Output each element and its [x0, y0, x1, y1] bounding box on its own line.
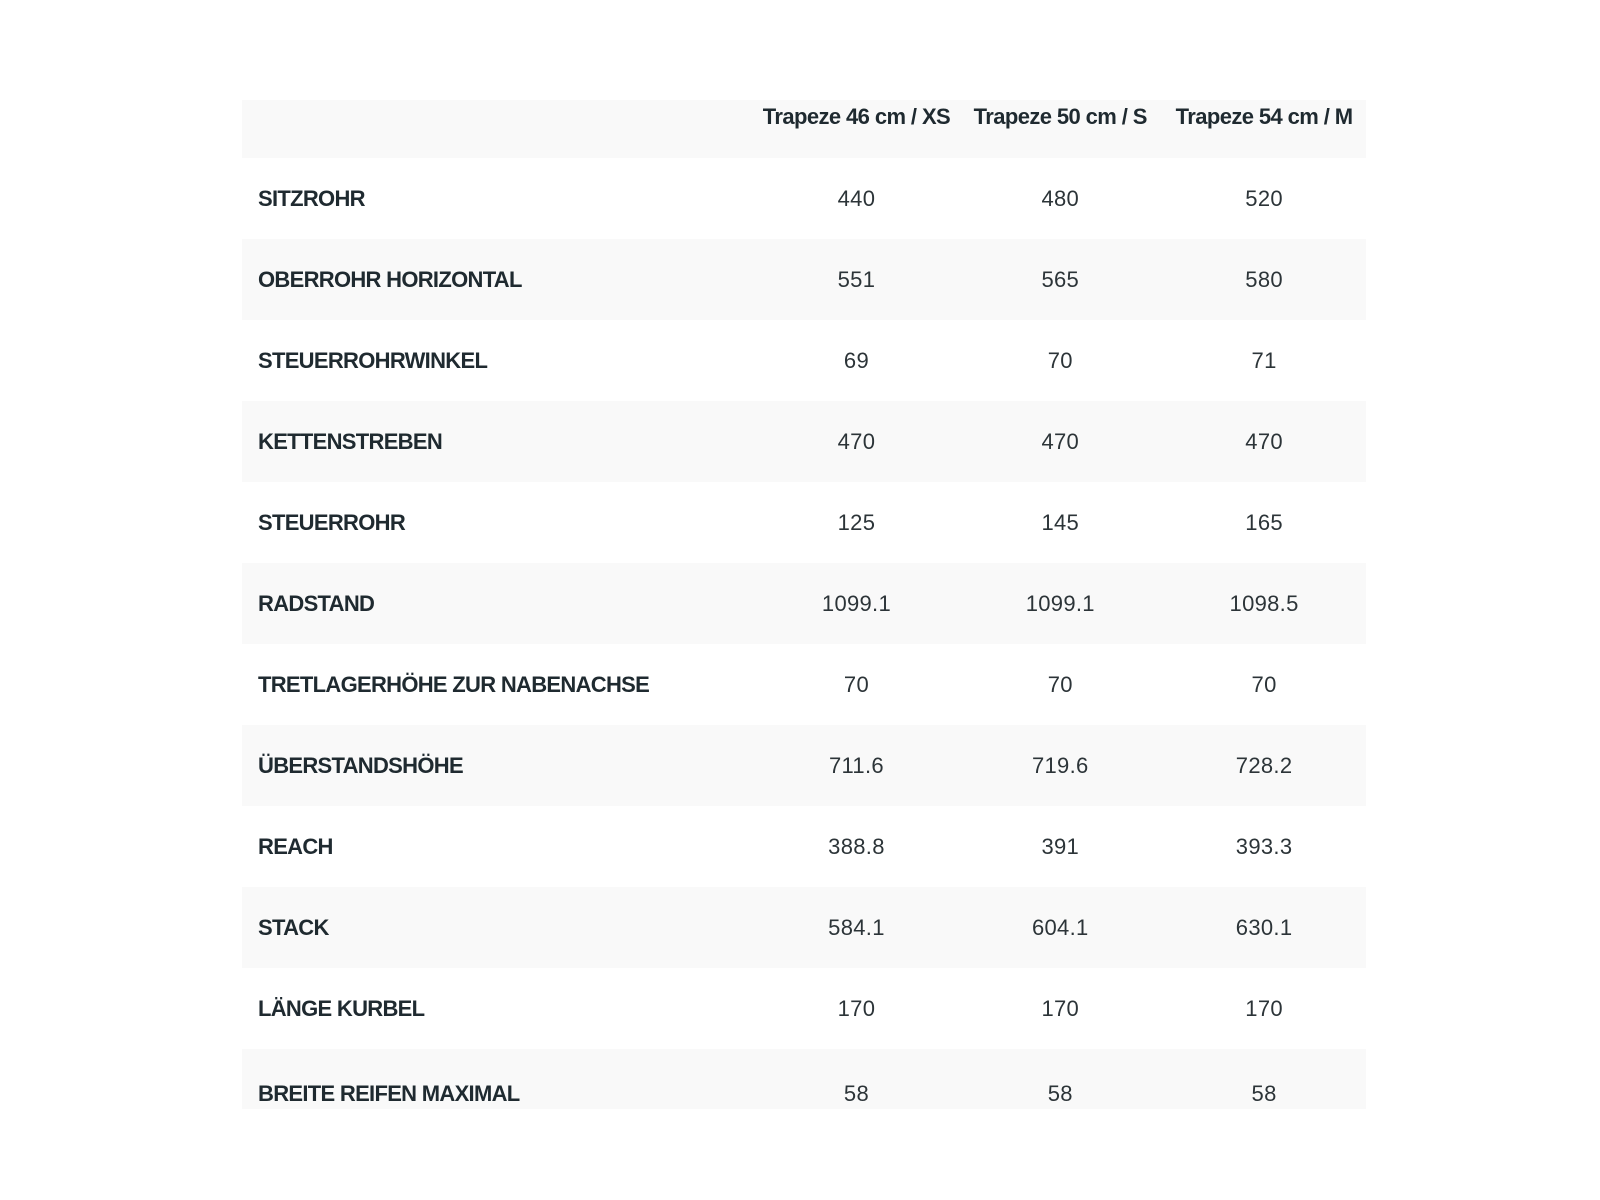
table-cell: 58: [843, 1081, 869, 1106]
row-label: STEUERROHR: [258, 509, 406, 535]
geometry-table: [242, 100, 1366, 1109]
row-label: REACH: [258, 833, 333, 859]
table-cell: 604.1: [1031, 914, 1089, 940]
table-cell: 388.8: [828, 833, 885, 859]
table-row: [242, 158, 1366, 239]
table-cell: 70: [843, 671, 869, 697]
row-label: BREITE REIFEN MAXIMAL: [258, 1081, 520, 1106]
table-cell: 470: [1041, 428, 1080, 454]
table-cell: 165: [1245, 509, 1283, 535]
table-cell: 70: [1047, 347, 1073, 373]
header-cell-size-m: Trapeze 54 cm / M: [1175, 104, 1353, 129]
table-cell: 565: [1041, 266, 1080, 292]
table-cell: 125: [837, 509, 876, 535]
table-row: [242, 887, 1366, 968]
table-cell: 170: [837, 995, 876, 1021]
table-cell: 145: [1041, 509, 1080, 535]
table-row: [242, 401, 1366, 482]
row-label: STACK: [258, 914, 329, 940]
table-cell: 70: [1251, 671, 1277, 697]
table-header: [242, 100, 1366, 158]
table-cell: 70: [1047, 671, 1073, 697]
table-cell: 630.1: [1235, 914, 1293, 940]
row-label: ÜBERSTANDSHÖHE: [258, 752, 463, 778]
table-cell: 728.2: [1235, 752, 1293, 778]
table-cell: 58: [1251, 1081, 1277, 1106]
table-row: [242, 806, 1366, 887]
row-label: SITZROHR: [258, 185, 365, 211]
table-cell: 551: [837, 266, 876, 292]
table-cell: 440: [837, 185, 876, 211]
header-row: [242, 100, 1366, 158]
table-cell: 1099.1: [821, 590, 891, 616]
table-cell: 520: [1245, 185, 1283, 211]
table-row: [242, 644, 1366, 725]
table-cell: 1098.5: [1229, 590, 1299, 616]
table-row: [242, 1049, 1366, 1109]
table-cell: 711.6: [828, 752, 884, 778]
table-cell: 69: [843, 347, 869, 373]
row-label: KETTENSTREBEN: [258, 428, 443, 454]
table-cell: 391: [1041, 833, 1080, 859]
row-label: OBERROHR HORIZONTAL: [258, 266, 522, 292]
row-label: RADSTAND: [258, 590, 375, 616]
row-label: TRETLAGERHÖHE ZUR NABENACHSE: [258, 671, 650, 697]
table-row: [242, 563, 1366, 644]
table-row: [242, 968, 1366, 1049]
header-cell-size-s: Trapeze 50 cm / S: [973, 104, 1147, 129]
table-row: [242, 320, 1366, 401]
table-cell: 170: [1245, 995, 1283, 1021]
table-cell: 170: [1041, 995, 1080, 1021]
table-cell: 480: [1041, 185, 1080, 211]
table-cell: 58: [1047, 1081, 1073, 1106]
table-row: [242, 482, 1366, 563]
table-cell: 71: [1251, 347, 1277, 373]
table-body: [242, 158, 1366, 1109]
header-cell-size-xs: Trapeze 46 cm / XS: [762, 104, 951, 129]
table-cell: 393.3: [1235, 833, 1293, 859]
table-cell: 719.6: [1031, 752, 1089, 778]
row-label: LÄNGE KURBEL: [258, 995, 425, 1021]
table-cell: 1099.1: [1025, 590, 1095, 616]
table-cell: 470: [1245, 428, 1283, 454]
table-row: [242, 239, 1366, 320]
table-row: [242, 725, 1366, 806]
table-cell: 470: [837, 428, 876, 454]
header-cell-empty: [242, 100, 755, 158]
table-cell: 580: [1245, 266, 1283, 292]
row-label: STEUERROHRWINKEL: [258, 347, 488, 373]
table-cell: 584.1: [828, 914, 885, 940]
